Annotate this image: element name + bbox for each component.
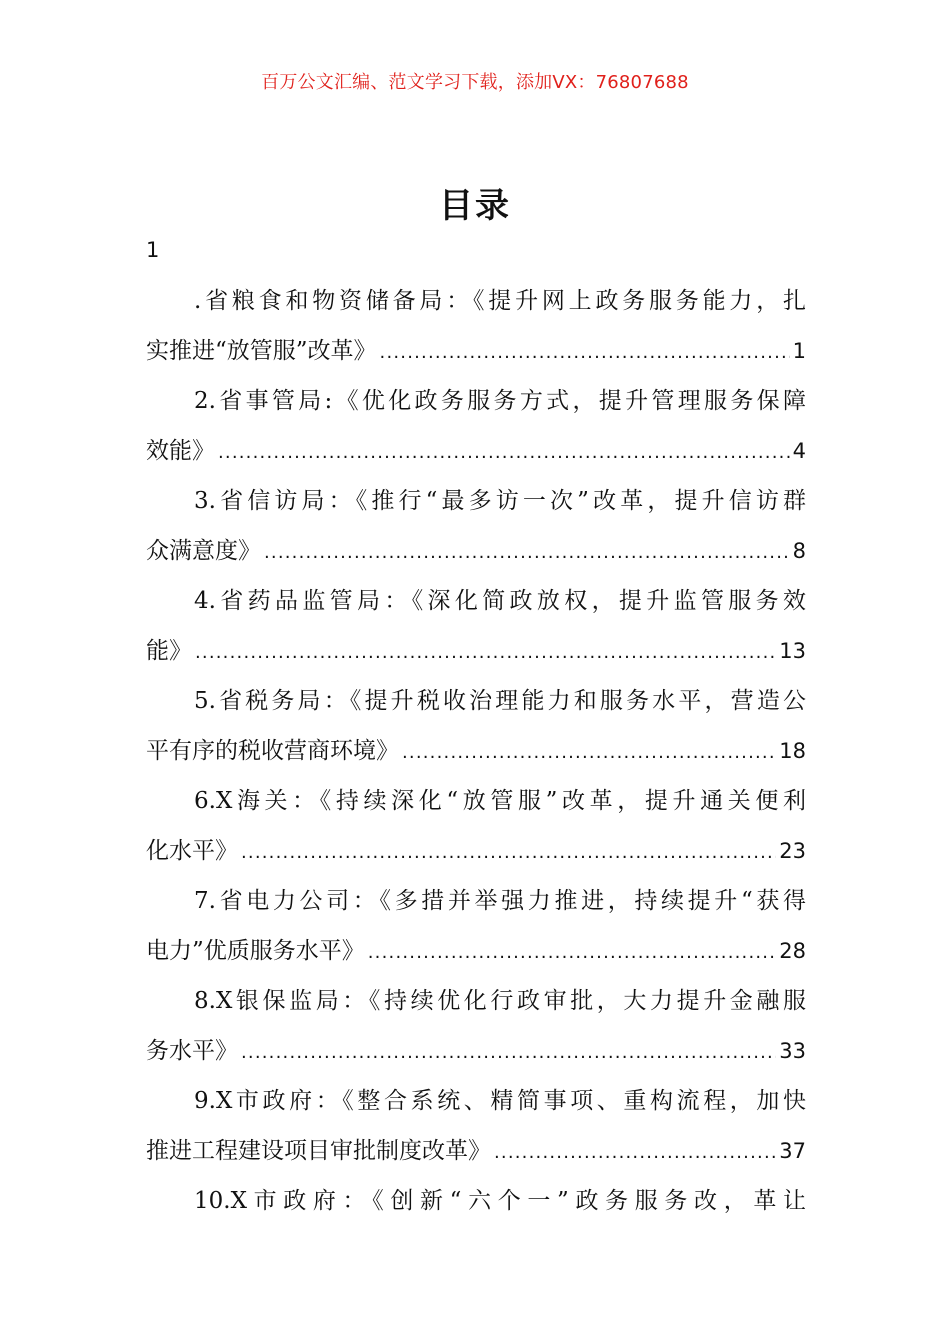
toc-entry-title-tail: 能》 [146,638,192,664]
toc-entry-title-line1: .省粮食和物资储备局：《提升网上政务服务能力，扎 [194,288,806,314]
dot-leader [402,728,776,778]
toc-entry-title-line2 [146,1126,806,1176]
toc-entry-title-line1: 5.省税务局：《提升税收治理能力和服务水平，营造公 [194,688,806,714]
toc-page-number: 23 [779,839,806,863]
toc-entry-title-line2 [146,826,806,876]
table-of-contents [146,276,806,1226]
toc-entry[interactable] [146,976,806,1076]
toc-entry[interactable] [146,576,806,676]
dot-leader [368,928,777,978]
toc-entry-title-line1: 2.省事管局:《优化政务服务方式，提升管理服务保障 [194,388,806,414]
toc-entry-title-tail: 务水平》 [146,1038,238,1064]
toc-entry-title-line2 [146,526,806,576]
toc-entry-title-tail: 化水平》 [146,838,238,864]
toc-page-number: 13 [779,639,806,663]
toc-entry-title-tail: 效能》 [146,438,215,464]
dot-leader [195,628,776,678]
page-marker: 1 [146,238,160,262]
toc-entry-title-line1: 6.X海关：《持续深化“放管服”改革，提升通关便利 [194,788,806,814]
toc-page-number: 18 [779,739,806,763]
toc-entry[interactable] [146,276,806,376]
toc-entry[interactable] [146,676,806,776]
toc-entry-title-line1: 7.省电力公司：《多措并举强力推进，持续提升“获得 [194,888,806,914]
toc-entry-title-tail: 平有序的税收营商环境》 [146,738,399,764]
toc-entry-title-line1: 4.省药品监管局：《深化简政放权，提升监管服务效 [194,588,806,614]
toc-entry-title-line2 [146,626,806,676]
toc-page-number: 33 [779,1039,806,1063]
toc-page-number: 8 [792,539,806,563]
toc-entry-title-line1: 10.X市政府：《创新“六个一”政务服务改，革让 [194,1188,806,1214]
toc-entry-title-line2 [146,726,806,776]
toc-page-number: 28 [779,939,806,963]
toc-entry-title-line2 [146,426,806,476]
toc-entry-title-line1: 3.省信访局：《推行“最多访一次”改革，提升信访群 [194,488,806,514]
toc-entry[interactable] [146,1176,806,1226]
dot-leader [218,428,790,478]
toc-entry-title-line2 [146,1026,806,1076]
toc-entry-title-tail: 实推进“放管服”改革》 [146,338,377,364]
dot-leader [241,828,776,878]
toc-entry[interactable] [146,776,806,876]
dot-leader [494,1128,776,1178]
page-title: 目录 [439,186,511,226]
toc-entry-title-tail: 电力”优质服务水平》 [146,938,365,964]
toc-page-number: 1 [792,339,806,363]
toc-entry-title-line2 [146,326,806,376]
dot-leader [264,528,790,578]
dot-leader [380,328,790,378]
toc-entry[interactable] [146,376,806,476]
toc-entry-title-line1: 9.X市政府：《整合系统、精简事项、重构流程，加快 [194,1088,806,1114]
toc-entry-title-line2 [146,926,806,976]
toc-page-number: 4 [792,439,806,463]
toc-entry-title-line1: 8.X银保监局：《持续优化行政审批，大力提升金融服 [194,988,806,1014]
toc-entry[interactable] [146,1076,806,1176]
toc-entry[interactable] [146,476,806,576]
toc-page-number: 37 [779,1139,806,1163]
toc-entry-title-tail: 推进工程建设项目审批制度改革》 [146,1138,491,1164]
toc-entry[interactable] [146,876,806,976]
header-note: 百万公文汇编、范文学习下载，添加VX：76807688 [261,72,689,93]
toc-entry-title-tail: 众满意度》 [146,538,261,564]
dot-leader [241,1028,776,1078]
